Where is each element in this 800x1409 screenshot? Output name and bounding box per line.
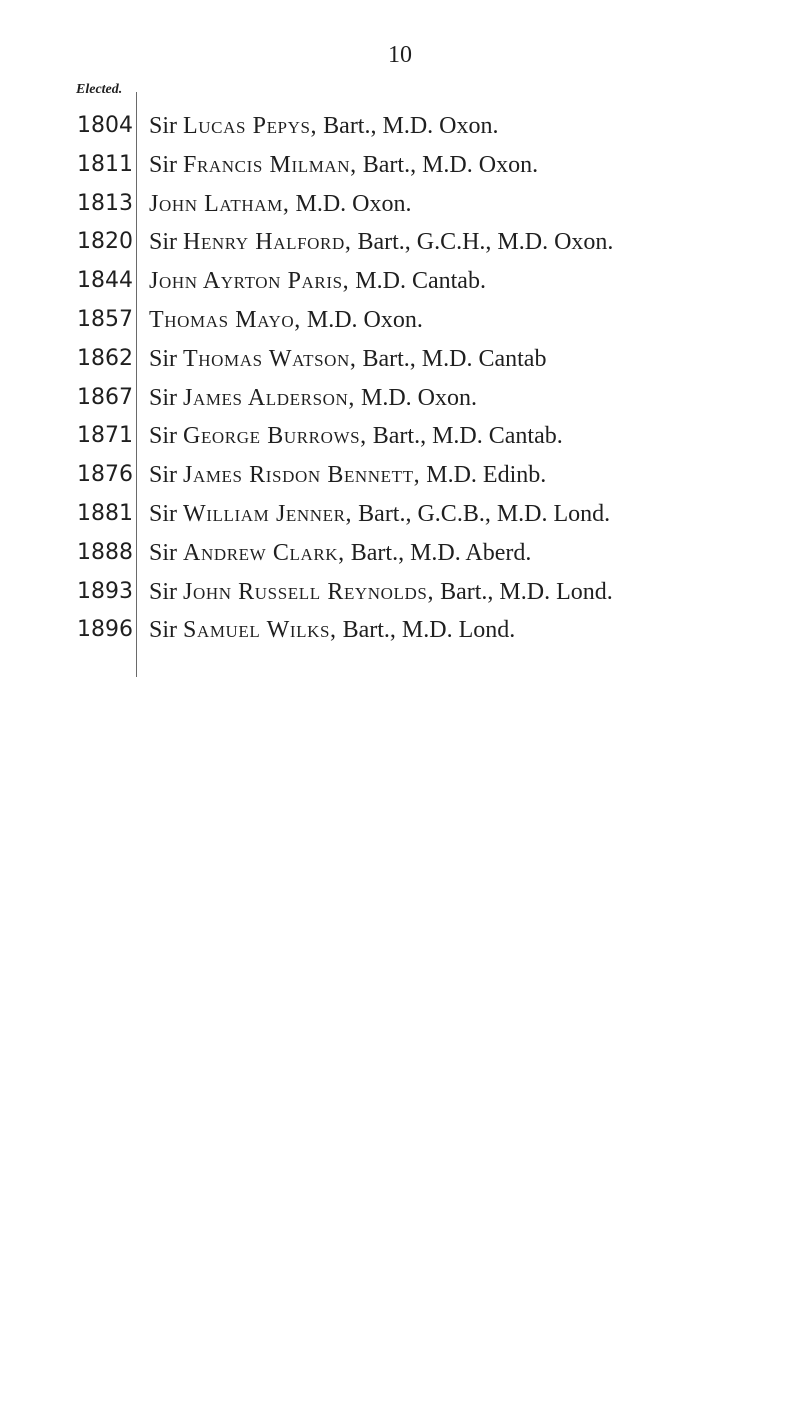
- entry-title: Sir: [149, 578, 178, 605]
- entry-title: Sir: [149, 539, 178, 566]
- entry-name: James Alderson,: [183, 384, 355, 411]
- entry-text: [149, 417, 563, 455]
- entry-title: Sir: [149, 423, 178, 450]
- entry-qualifications: Bart., G.C.B., M.D. Lond.: [358, 500, 611, 527]
- entry-text: [149, 223, 613, 261]
- list-item: [0, 573, 800, 612]
- entry-title: Sir: [149, 500, 178, 527]
- entry-title: Sir: [149, 384, 178, 411]
- entry-year: 1871: [77, 423, 133, 449]
- entry-name: Henry Halford,: [183, 229, 352, 256]
- entry-qualifications: Bart., M.D. Cantab.: [372, 423, 563, 450]
- entry-year: 1881: [77, 500, 133, 526]
- list-item: [0, 340, 800, 379]
- entry-year: 1804: [77, 113, 133, 138]
- list-item: [0, 495, 800, 534]
- list-item: [0, 417, 800, 456]
- entry-text: [149, 495, 610, 533]
- entry-title: Sir: [149, 151, 178, 178]
- entry-name: John Ayrton Paris,: [149, 268, 350, 295]
- entry-name: Lucas Pepys,: [183, 113, 318, 139]
- entry-text: [149, 534, 531, 572]
- entry-qualifications: Bart., M.D. Aberd.: [350, 539, 532, 566]
- list-item: [0, 223, 800, 262]
- entry-year: 1876: [77, 462, 133, 488]
- entry-qualifications: M.D. Oxon.: [306, 306, 423, 333]
- page-number: 10: [388, 42, 412, 68]
- entry-qualifications: Bart., G.C.H., M.D. Oxon.: [357, 229, 614, 256]
- list-item: [0, 301, 800, 340]
- entry-text: [149, 379, 477, 417]
- entry-qualifications: Bart., M.D. Oxon.: [323, 113, 499, 139]
- entry-name: William Jenner,: [183, 500, 353, 527]
- entry-year: 1857: [77, 306, 133, 332]
- entry-name: James Risdon Bennett,: [183, 462, 421, 489]
- list-item: [0, 146, 800, 185]
- entry-name: Thomas Watson,: [183, 345, 357, 372]
- entry-text: [149, 146, 538, 184]
- entry-name: Francis Milman,: [183, 151, 357, 178]
- list-item: [0, 456, 800, 495]
- entry-qualifications: M.D. Cantab.: [355, 268, 486, 295]
- entry-name: Thomas Mayo,: [149, 306, 301, 333]
- entry-name: John Latham,: [149, 190, 290, 217]
- entry-year: 1813: [77, 190, 133, 216]
- presidents-list: [0, 107, 800, 650]
- entry-qualifications: M.D. Edinb.: [426, 462, 547, 489]
- entry-year: 1893: [77, 578, 133, 604]
- entry-title: Sir: [149, 113, 178, 139]
- list-item: [0, 107, 800, 146]
- entry-year: 1820: [77, 229, 133, 255]
- list-item: [0, 611, 800, 650]
- entry-text: [149, 573, 613, 611]
- entry-title: Sir: [149, 617, 178, 644]
- entry-qualifications: Bart., M.D. Cantab: [362, 345, 547, 372]
- list-item: [0, 185, 800, 224]
- entry-name: Andrew Clark,: [183, 539, 345, 566]
- entry-text: [149, 262, 486, 300]
- list-item: [0, 534, 800, 573]
- entry-year: 1811: [77, 151, 133, 177]
- list-item: [0, 262, 800, 301]
- entry-year: 1888: [77, 539, 133, 565]
- entry-year: 1844: [77, 268, 133, 294]
- entry-text: [149, 340, 546, 378]
- entry-year: 1867: [77, 384, 133, 410]
- entry-text: [149, 456, 546, 494]
- entry-year: 1896: [77, 617, 133, 643]
- entry-qualifications: M.D. Oxon.: [295, 190, 412, 217]
- entry-title: Sir: [149, 462, 178, 489]
- entry-year: 1862: [77, 345, 133, 371]
- entry-name: John Russell Reynolds,: [183, 578, 435, 605]
- entry-text: [149, 611, 515, 649]
- list-item: [0, 379, 800, 418]
- entry-title: Sir: [149, 229, 178, 256]
- entry-qualifications: Bart., M.D. Oxon.: [362, 151, 539, 178]
- entry-text: [149, 301, 423, 339]
- entry-qualifications: Bart., M.D. Lond.: [440, 578, 613, 605]
- entry-qualifications: Bart., M.D. Lond.: [342, 617, 516, 644]
- entry-text: [149, 185, 412, 223]
- column-header-elected: Elected.: [76, 82, 123, 97]
- entry-name: Samuel Wilks,: [183, 617, 337, 644]
- entry-text: [149, 107, 498, 145]
- entry-title: Sir: [149, 345, 178, 372]
- entry-name: George Burrows,: [183, 423, 367, 450]
- entry-qualifications: M.D. Oxon.: [361, 384, 478, 411]
